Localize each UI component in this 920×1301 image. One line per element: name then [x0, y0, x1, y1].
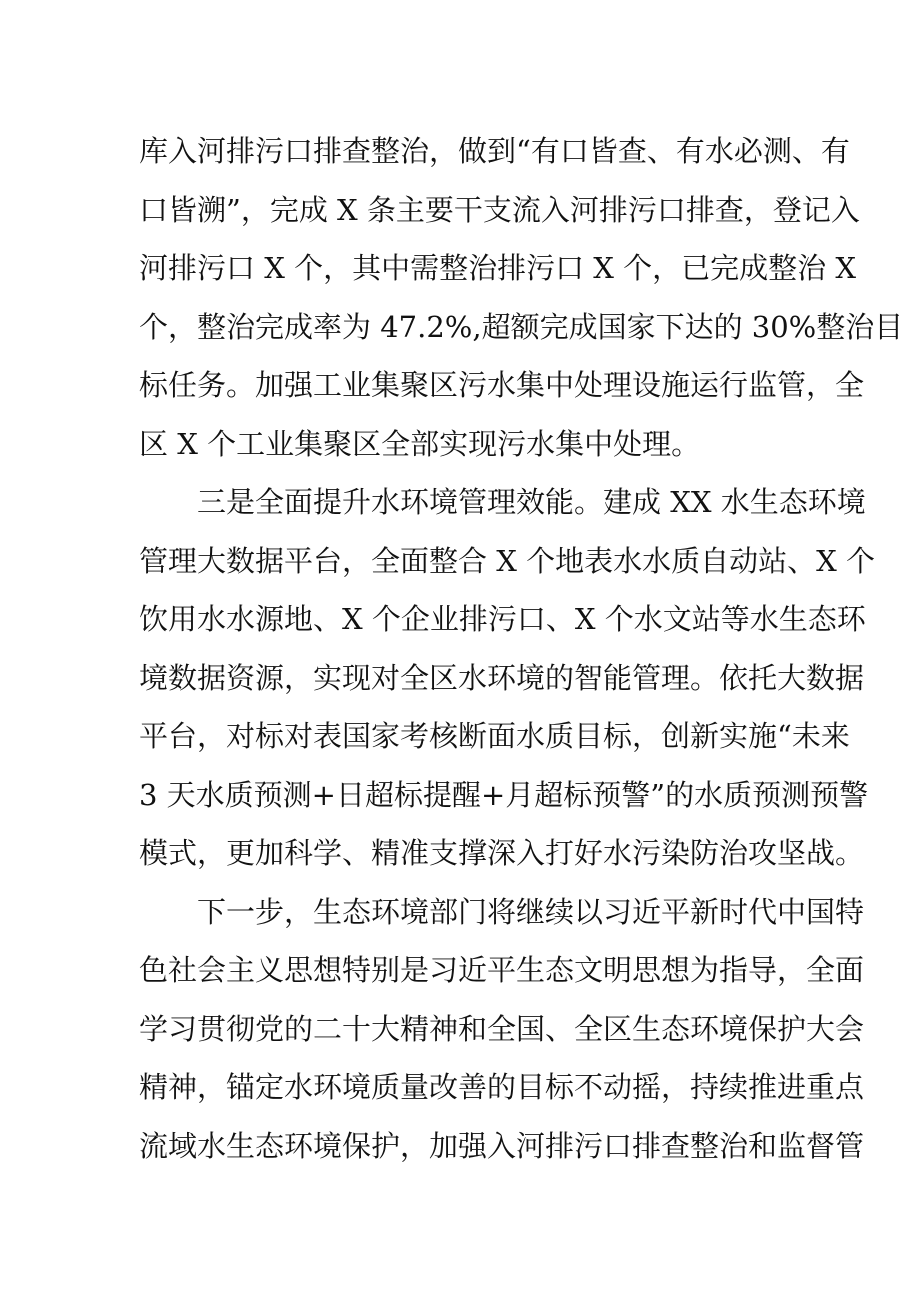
text-line-13: 模式，更加科学、精准支撑深入打好水污染防治攻坚战。	[139, 836, 865, 870]
text-line-3: 河排污口 X 个，其中需整治排污口 X 个，已完成整治 X	[139, 251, 857, 285]
text-line-14: 下一步，生态环境部门将继续以习近平新时代中国特	[139, 894, 865, 929]
text-line-8: 管理大数据平台，全面整合 X 个地表水水质自动站、X 个	[139, 543, 875, 578]
text-line-18: 流域水生态环境保护，加强入河排污口排查整治和监督管	[139, 1128, 865, 1163]
text-line-2: 口皆溯”，完成 X 条主要干支流入河排污口排查，登记入	[139, 192, 860, 227]
text-line-12: 3 天水质预测+日超标提醒+月超标预警”的水质预测预警	[139, 777, 869, 812]
text-line-10: 境数据资源，实现对全区水环境的智能管理。依托大数据	[139, 660, 865, 695]
text-line-4: 个，整治完成率为 47.2%,超额完成国家下达的 30%整治目	[139, 309, 904, 344]
body-text	[139, 122, 904, 1175]
text-line-9: 饮用水水源地、X 个企业排污口、X 个水文站等水生态环	[139, 602, 866, 636]
text-line-16: 学习贯彻党的二十大精神和全国、全区生态环境保护大会	[139, 1011, 865, 1046]
text-line-1: 库入河排污口排查整治，做到“有口皆查、有水必测、有	[139, 134, 850, 168]
text-line-6: 区 X 个工业集聚区全部实现污水集中处理。	[139, 426, 701, 461]
text-line-5: 标任务。加强工业集聚区污水集中处理设施运行监管，全	[139, 368, 865, 402]
text-line-17: 精神，锚定水环境质量改善的目标不动摇，持续推进重点	[139, 1070, 865, 1104]
text-line-11: 平台，对标对表国家考核断面水质目标，创新实施“未来	[139, 719, 850, 753]
text-line-15: 色社会主义思想特别是习近平生态文明思想为指导，全面	[139, 953, 865, 987]
text-line-7: 三是全面提升水环境管理效能。建成 XX 水生态环境	[139, 485, 866, 519]
